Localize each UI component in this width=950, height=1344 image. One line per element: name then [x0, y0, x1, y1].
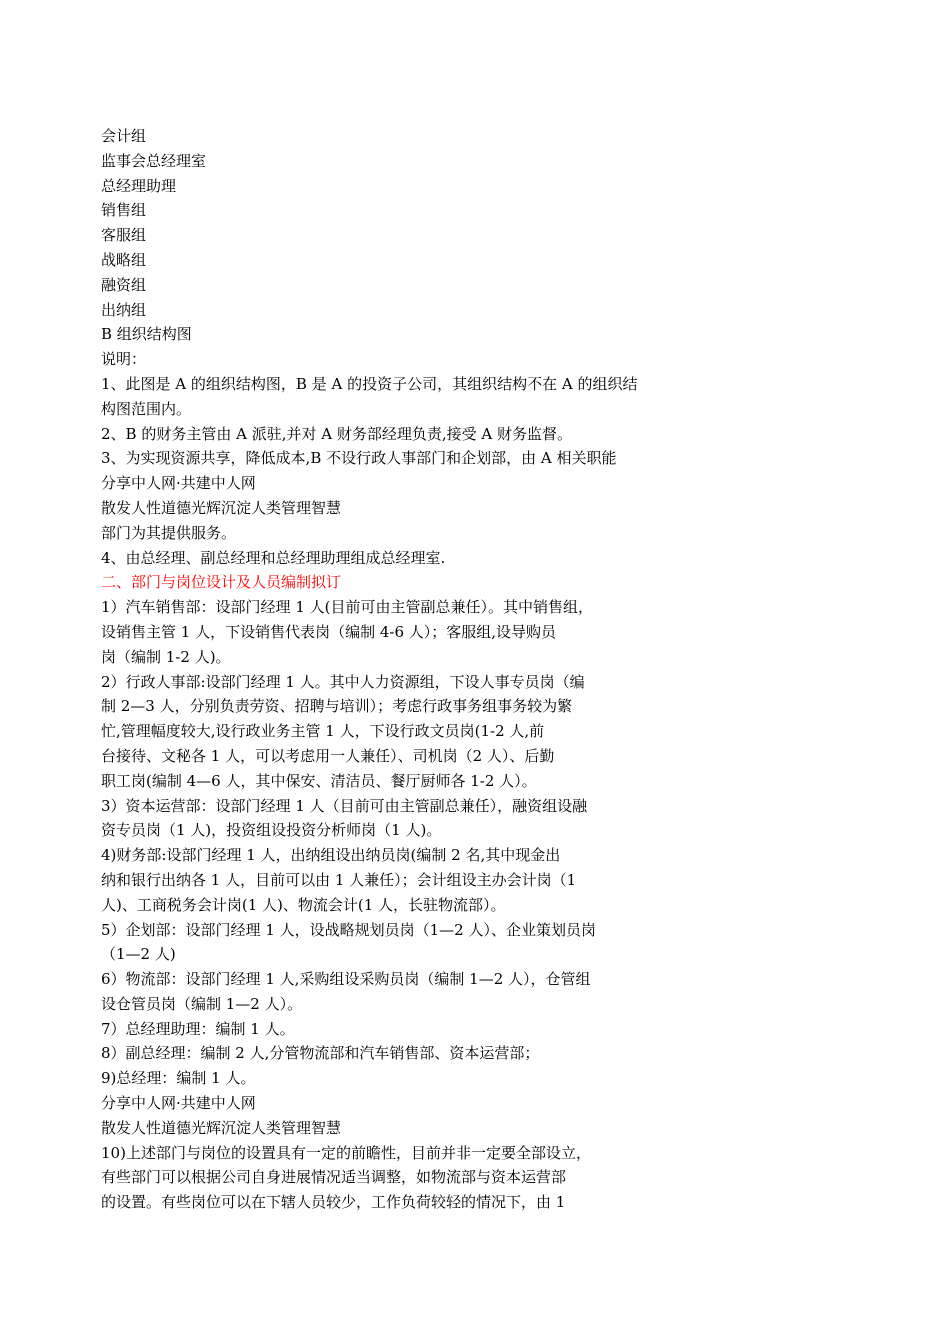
- text-line: 1）汽车销售部：设部门经理 1 人(目前可由主管副总兼任）。其中销售组，: [101, 598, 593, 617]
- text-line: 7）总经理助理：编制 1 人。: [101, 1019, 295, 1038]
- text-line: 2、B 的财务主管由 A 派驻,并对 A 财务部经理负责,接受 A 财务监督。: [101, 424, 572, 443]
- text-line: 10)上述部门与岗位的设置具有一定的前瞻性，目前并非一定要全部设立，: [101, 1143, 591, 1162]
- text-line: 8）副总经理：编制 2 人,分管物流部和汽车销售部、资本运营部；: [101, 1044, 540, 1063]
- text-line: 台接待、文秘各 1 人，可以考虑用一人兼任）、司机岗（2 人）、后勤: [101, 746, 555, 765]
- text-line: 散发人性道德光辉沉淀人类管理智慧: [101, 498, 342, 517]
- text-line: 有些部门可以根据公司自身进展情况适当调整，如物流部与资本运营部: [101, 1168, 567, 1187]
- text-line: 客服组: [101, 226, 147, 245]
- text-line: 1、此图是 A 的组织结构图，B 是 A 的投资子公司，其组织结构不在 A 的组织结: [101, 374, 638, 393]
- text-line: 监事会总经理室: [101, 151, 207, 170]
- text-line: 3、为实现资源共享，降低成本,B 不设行政人事部门和企划部，由 A 相关职能: [101, 449, 617, 468]
- text-line: 4)财务部:设部门经理 1 人，出纳组设出纳员岗(编制 2 名,其中现金出: [101, 846, 561, 865]
- text-line: 4、由总经理、副总经理和总经理助理组成总经理室.: [101, 548, 446, 567]
- text-line: 分享中人网·共建中人网: [101, 1094, 256, 1113]
- text-line: 会计组: [101, 127, 147, 145]
- document-body: [101, 124, 701, 1215]
- text-line: 分享中人网·共建中人网: [101, 474, 256, 493]
- text-line: 6）物流部：设部门经理 1 人,采购组设采购员岗（编制 1—2 人），仓管组: [101, 970, 591, 989]
- text-line: 3）资本运营部：设部门经理 1 人（目前可由主管副总兼任），融资组设融: [101, 796, 588, 815]
- text-line: 出纳组: [101, 300, 147, 319]
- text-line: 纳和银行出纳各 1 人，目前可以由 1 人兼任）；会计组设主办会计岗（1: [101, 870, 577, 889]
- text-line: B 组织结构图: [101, 325, 192, 344]
- text-line: 职工岗(编制 4—6 人，其中保安、清洁员、餐厅厨师各 1-2 人）。: [101, 771, 537, 790]
- text-line: 总经理助理: [101, 176, 177, 195]
- text-line: 的设置。有些岗位可以在下辖人员较少，工作负荷较轻的情况下，由 1: [101, 1193, 566, 1212]
- text-line: 资专员岗（1 人)，投资组设投资分析师岗（1 人)。: [101, 821, 442, 840]
- text-line: 战略组: [101, 250, 147, 269]
- text-line: 人)、工商税务会计岗(1 人)、物流会计(1 人，长驻物流部）。: [101, 895, 506, 914]
- text-line: 设仓管员岗（编制 1—2 人）。: [101, 994, 303, 1013]
- text-line: 5）企划部：设部门经理 1 人，设战略规划员岗（1—2 人）、企业策划员岗: [101, 920, 596, 939]
- text-line: 散发人性道德光辉沉淀人类管理智慧: [101, 1118, 342, 1137]
- text-line: 制 2—3 人，分别负责劳资、招聘与培训）；考虑行政事务组事务较为繁: [101, 697, 573, 716]
- text-line: 销售组: [101, 201, 147, 220]
- text-line: 部门为其提供服务。: [101, 523, 237, 542]
- text-line: 2）行政人事部:设部门经理 1 人。其中人力资源组，下设人事专员岗（编: [101, 672, 585, 691]
- text-line: 说明：: [101, 350, 147, 369]
- text-line: （1—2 人): [101, 945, 176, 964]
- text-line: 9)总经理：编制 1 人。: [101, 1069, 256, 1088]
- text-line: 设销售主管 1 人，下设销售代表岗（编制 4-6 人）；客服组,设导购员: [101, 622, 557, 641]
- text-line: 构图范围内。: [101, 399, 192, 418]
- text-line: 融资组: [101, 275, 147, 294]
- section-heading: 二、部门与岗位设计及人员编制拟订: [101, 573, 342, 592]
- text-line: 忙,管理幅度较大,设行政业务主管 1 人，下设行政文员岗(1-2 人,前: [101, 722, 545, 741]
- text-line: 岗（编制 1-2 人)。: [101, 647, 231, 666]
